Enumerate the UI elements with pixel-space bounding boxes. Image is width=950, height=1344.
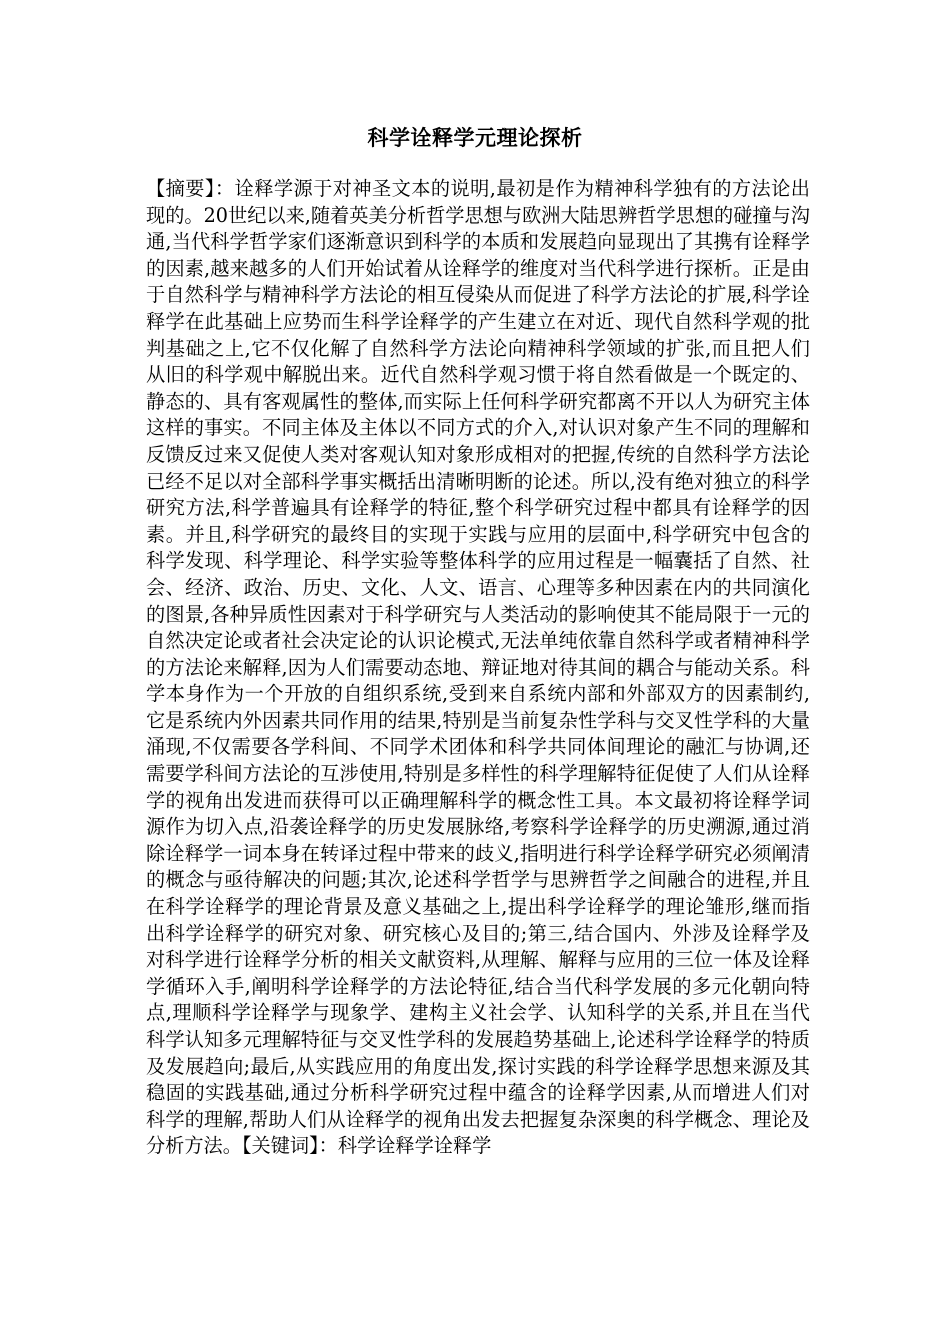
abstract-text: 诠释学源于对神圣文本的说明,最初是作为精神科学独有的方法论出现的。20世纪以来,随着英美分析哲学思想与欧洲大陆思辨哲学思想的碰撞与沟通,当代科学哲学家们逐渐意识到科学的本质和发展趋向显现出了其携有诠释学的因素,越来越多的人们开始试着从诠释学的维度对当代科学进行探析。正是由于自然科学与精神科学方法论的相互侵染从而促进了科学方法论的扩展,科学诠释学在此基础上应势而生科学诠释学的产生建立在对近、现代自然科学观的批判基础之上,它不仅化解了自然科学方法论向精神科学领域的扩张,而且把人们从旧的科学观中解脱出来。近代自然科学观习惯于将自然看做是一个既定的、静态的、具有客观属性的整体,而实际上任何科学研究都离不开以人为研究主体这样的事实。不同主体及主体以不同方式的介入,对认识对象产生不同的理解和反馈反过来又促使人类对客观认知对象形成相对的把握,传统的自然科学方法论已经不足以对全部科学事实概括出清晰明断的论述。所以,没有绝对独立的科学研究方法,科学普遍具有诠释学的特征,整个科学研究过程中都具有诠释学的因素。并且,科学研究的最终目的实现于实践与应用的层面中,科学研究中包含的科学发现、科学理论、科学实验等整体科学的应用过程是一幅囊括了自然、社会、经济、政治、历史、文化、人文、语言、心理等多种因素在内的共同演化的图景,各种异质性因素对于科学研究与人类活动的影响使其不能局限于一元的自然决定论或者社会决定论的认识论模式,无法单纯依靠自然科学或者精神科学的方法论来解释,因为人们需要动态地、辩证地对待其间的耦合与能动关系。科学本身作为一个开放的自组织系统,受到来自系统内部和外部双方的因素制约,它是系统内外因素共同作用的结果,特别是当前复杂性学科与交叉性学科的大量涌现,不仅需要各学科间、不同学术团体和科学共同体间理论的融汇与协调,还需要学科间方法论的互涉使用,特别是多样性的科学理解特征促使了人们从诠释学的视角出发进而获得可以正确理解科学的概念性工具。本文最初将诠释学词源作为切入点,沿袭诠释学的历史发展脉络,考察科学诠释学的历史溯源,通过消除诠释学一词本身在转译过程中带来的歧义,指明进行科学诠释学研究必须阐清的概念与亟待解决的问题;其次,论述科学哲学与思辨哲学之间融合的进程,并且在科学诠释学的理论背景及意义基础之上,提出科学诠释学的理论雏形,继而指出科学诠释学的研究对象、研究核心及目的;第三,结合国内、外涉及诠释学及对科学进行诠释学分析的相关文献资料,从理解、解释与应用的三位一体及诠释学循环入手,阐明科学诠释学的方法论特征,结合当代科学发展的多元化朝向特点,理顺科学诠释学与现象学、建构主义社会学、认知科学的关系,并且在当代科学认知多元理解特征与交叉性学科的发展趋势基础上,论述科学诠释学的特质及发展趋向;最后,从实践应用的角度出发,探讨实践的科学诠释学思想来源及其稳固的实践基础,通过分析科学研究过程中蕴含的诠释学因素,从而增进人们对科学的理解,帮助人们从诠释学的视角出发去把握复杂深奥的科学概念、理论及分析方法。 <box>146 177 810 1158</box>
document-title: 科学诠释学元理论探析 <box>367 125 583 150</box>
keywords-text: 科学诠释学诠释学 <box>337 1134 492 1158</box>
abstract-paragraph <box>146 176 810 1160</box>
keywords-label: 【关键词】： <box>241 1134 338 1158</box>
abstract-label: 【摘要】： <box>146 177 235 200</box>
